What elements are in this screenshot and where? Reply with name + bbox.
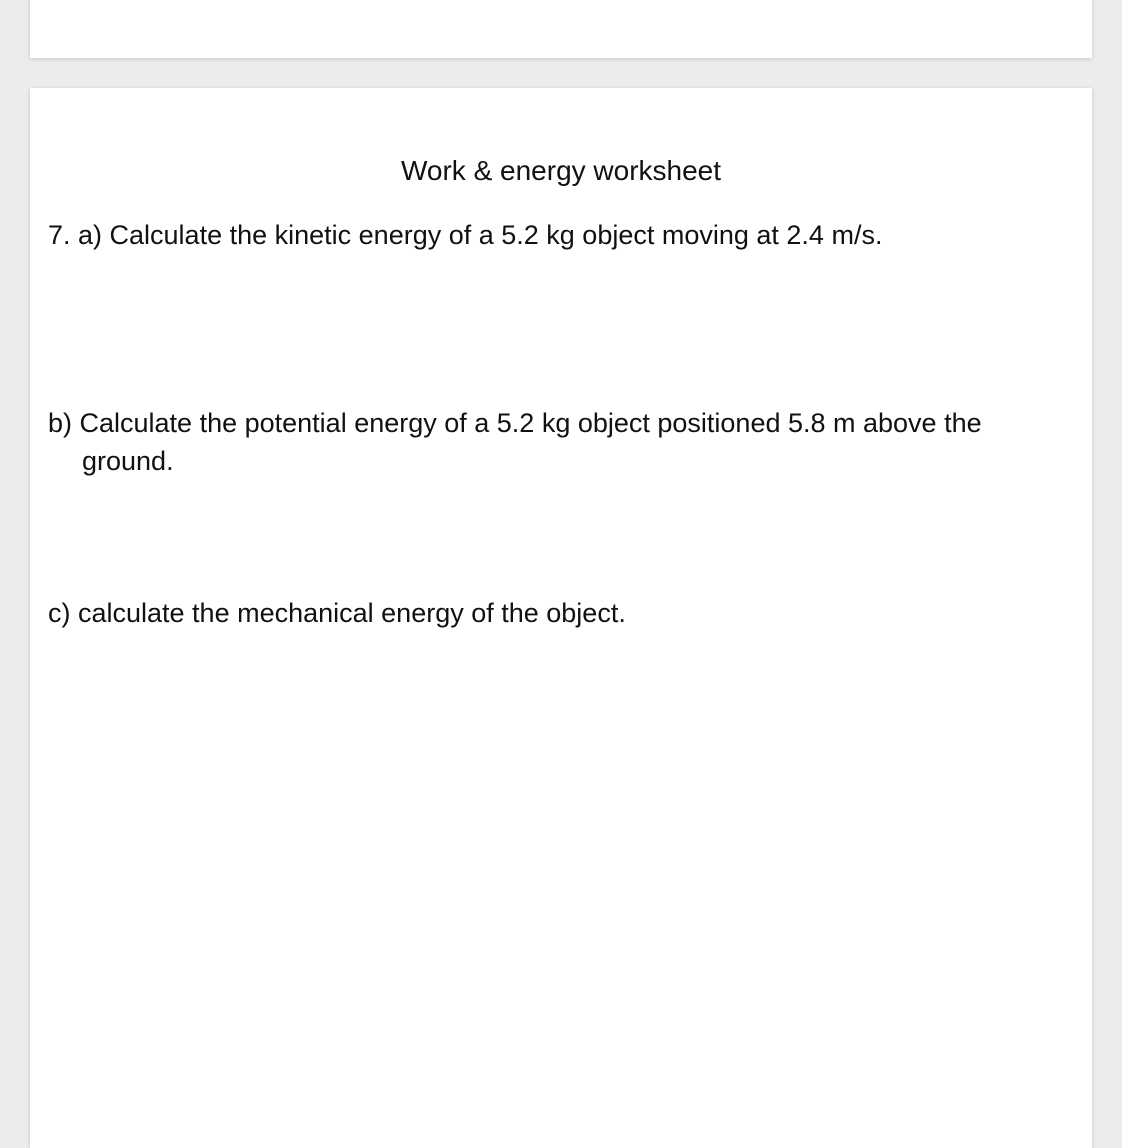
previous-page	[30, 0, 1092, 58]
question-7c: c) calculate the mechanical energy of the object.	[48, 598, 626, 628]
question-7b: b) Calculate the potential energy of a 5.2 kg object positioned 5.8 m above the ground.	[48, 408, 982, 476]
question-7a: 7. a) Calculate the kinetic energy of a 5.2 kg object moving at 2.4 m/s.	[48, 220, 883, 250]
page-title: Work & energy worksheet	[400, 155, 722, 186]
worksheet-page	[30, 88, 1092, 1148]
